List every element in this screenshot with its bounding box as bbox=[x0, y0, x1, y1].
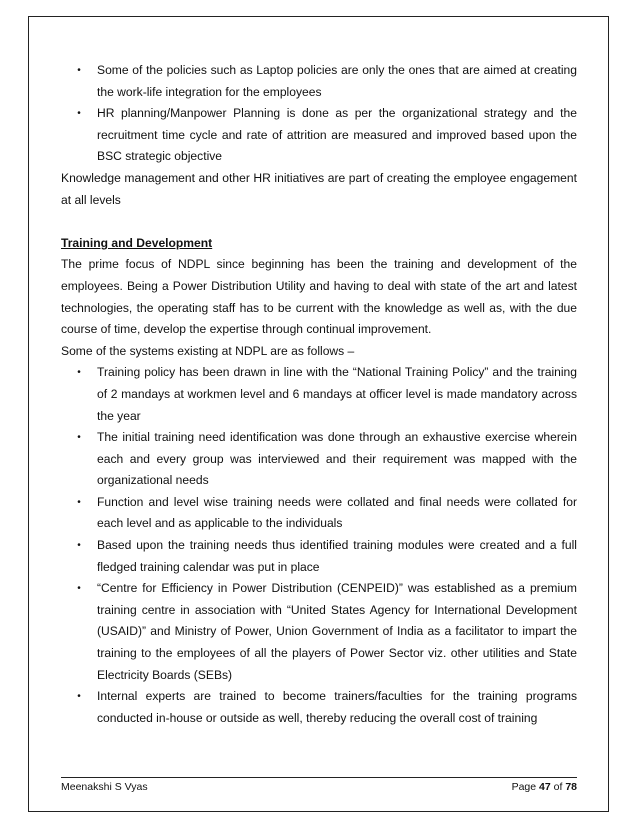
paragraph-prime-focus: The prime focus of NDPL since beginning has been the training and development of the employees. Being a Power Distribution Utility and having to deal with state of the art and latest technologies, the operating staff has to be current with the knowledge as well as, with the due course of time, develop the expertise through continual improvement. bbox=[61, 257, 577, 337]
list-item: • “Centre for Efficiency in Power Distribution (CENPEID)” was established as a premium training centre in association with “United States Agency for International Development (USAID)” and Ministry of Power, Union Government of India as a facilitator to impart the training to the employees of all the players of Power Sector viz. other utilities and State Electricity Boards (SEBs) bbox=[61, 578, 577, 686]
training-bullet-list bbox=[61, 362, 577, 729]
list-item: • HR planning/Manpower Planning is done as per the organizational strategy and the recruitment time cycle and rate of attrition are measured and improved based upon the BSC strategic objective bbox=[61, 103, 577, 168]
top-bullet-list bbox=[61, 60, 577, 168]
bullet-icon: • bbox=[77, 65, 81, 76]
list-item: • Internal experts are trained to become trainers/faculties for the training programs conducted in-house or outside as well, thereby reducing the overall cost of training bbox=[61, 686, 577, 729]
document-body bbox=[61, 60, 577, 729]
list-item: • Training policy has been drawn in line with the “National Training Policy” and the training of 2 mandays at workmen level and 6 mandays at officer level is made mandatory across the year bbox=[61, 362, 577, 427]
page-footer bbox=[61, 781, 577, 793]
bullet-icon: • bbox=[77, 540, 81, 552]
bullet-icon: • bbox=[77, 367, 81, 379]
bullet-icon: • bbox=[77, 583, 81, 595]
footer-author: Meenakshi S Vyas bbox=[61, 781, 148, 793]
section-heading: Training and Development bbox=[61, 235, 213, 250]
footer-divider bbox=[61, 777, 577, 778]
paragraph-systems: Some of the systems existing at NDPL are as follows – bbox=[61, 343, 355, 358]
bullet-icon: • bbox=[77, 432, 81, 444]
list-item: • The initial training need identification was done through an exhaustive exercise wherein each and every group was interviewed and their requirement was mapped with the organizational needs bbox=[61, 427, 577, 492]
list-item: • Based upon the training needs thus identified training modules were created and a full fledged training calendar was put in place bbox=[61, 535, 577, 578]
bullet-icon: • bbox=[77, 108, 81, 120]
bullet-icon: • bbox=[77, 496, 81, 508]
list-item: • Function and level wise training needs were collated and final needs were collated for each level and as applicable to the individuals bbox=[61, 492, 577, 535]
bullet-icon: • bbox=[77, 691, 81, 703]
list-item: • Some of the policies such as Laptop policies are only the ones that are aimed at creating the work-life integration for the employees bbox=[61, 60, 577, 103]
page-number: Page 47 of 78 bbox=[511, 781, 577, 793]
paragraph-knowledge-management: Knowledge management and other HR initiatives are part of creating the employee engagement at all levels bbox=[61, 170, 577, 207]
